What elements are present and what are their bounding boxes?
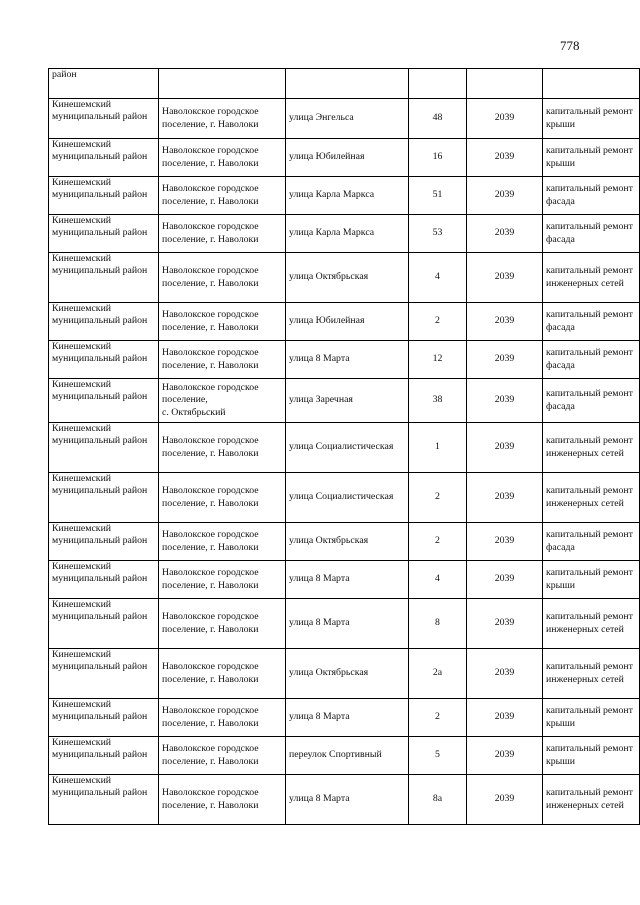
house-cell: 5 <box>409 737 467 775</box>
house-cell: 2 <box>409 303 467 341</box>
year-cell: 2039 <box>467 99 543 139</box>
street-cell: улица Карла Маркса <box>286 177 409 215</box>
street-cell: улица Октябрьская <box>286 253 409 303</box>
district-cell: Кинешемский муниципальный район <box>49 139 159 177</box>
district-cell: Кинешемский муниципальный район <box>49 775 159 825</box>
district-cell: район <box>49 69 159 99</box>
year-cell: 2039 <box>467 303 543 341</box>
settlement-cell: Наволокское городское поселение, г. Наволоки <box>159 341 286 379</box>
district-cell: Кинешемский муниципальный район <box>49 177 159 215</box>
year-cell: 2039 <box>467 523 543 561</box>
work-cell: капитальный ремонт крыши <box>543 561 640 599</box>
work-cell: капитальный ремонт фасада <box>543 341 640 379</box>
table-body <box>49 69 640 825</box>
page-number: 778 <box>560 38 580 53</box>
settlement-cell: Наволокское городское поселение, г. Наволоки <box>159 215 286 253</box>
street-cell: улица Юбилейная <box>286 303 409 341</box>
district-cell: Кинешемский муниципальный район <box>49 523 159 561</box>
table-row <box>49 775 640 825</box>
settlement-cell: Наволокское городское поселение, г. Наволоки <box>159 473 286 523</box>
work-cell: капитальный ремонт крыши <box>543 737 640 775</box>
table-row <box>49 341 640 379</box>
settlement-cell: Наволокское городское поселение, г. Наволоки <box>159 139 286 177</box>
table-row <box>49 177 640 215</box>
table-row <box>49 523 640 561</box>
house-cell: 4 <box>409 253 467 303</box>
work-cell: капитальный ремонт инженерных сетей <box>543 775 640 825</box>
house-cell: 38 <box>409 379 467 423</box>
settlement-cell: Наволокское городское поселение, с. Октябрьский <box>159 379 286 423</box>
work-cell: капитальный ремонт фасада <box>543 303 640 341</box>
settlement-cell: Наволокское городское поселение, г. Наволоки <box>159 253 286 303</box>
street-cell: улица Заречная <box>286 379 409 423</box>
table-row <box>49 379 640 423</box>
work-cell: капитальный ремонт инженерных сетей <box>543 473 640 523</box>
street-cell: улица Социалистическая <box>286 473 409 523</box>
house-cell: 12 <box>409 341 467 379</box>
table-row <box>49 649 640 699</box>
table-row <box>49 599 640 649</box>
table-row <box>49 473 640 523</box>
house-cell: 8а <box>409 775 467 825</box>
street-cell <box>286 69 409 99</box>
house-cell: 2 <box>409 523 467 561</box>
street-cell: улица 8 Марта <box>286 599 409 649</box>
year-cell: 2039 <box>467 379 543 423</box>
street-cell: улица Энгельса <box>286 99 409 139</box>
table-row <box>49 253 640 303</box>
settlement-cell: Наволокское городское поселение, г. Наволоки <box>159 561 286 599</box>
street-cell: улица 8 Марта <box>286 561 409 599</box>
house-cell: 51 <box>409 177 467 215</box>
work-cell: капитальный ремонт крыши <box>543 139 640 177</box>
street-cell: улица 8 Марта <box>286 341 409 379</box>
year-cell: 2039 <box>467 423 543 473</box>
district-cell: Кинешемский муниципальный район <box>49 699 159 737</box>
year-cell: 2039 <box>467 177 543 215</box>
work-cell: капитальный ремонт инженерных сетей <box>543 253 640 303</box>
year-cell <box>467 69 543 99</box>
year-cell: 2039 <box>467 775 543 825</box>
year-cell: 2039 <box>467 737 543 775</box>
work-cell: капитальный ремонт фасада <box>543 215 640 253</box>
district-cell: Кинешемский муниципальный район <box>49 379 159 423</box>
district-cell: Кинешемский муниципальный район <box>49 599 159 649</box>
year-cell: 2039 <box>467 599 543 649</box>
house-cell: 2 <box>409 473 467 523</box>
table-row <box>49 139 640 177</box>
house-cell: 53 <box>409 215 467 253</box>
year-cell: 2039 <box>467 253 543 303</box>
house-cell: 48 <box>409 99 467 139</box>
year-cell: 2039 <box>467 649 543 699</box>
district-cell: Кинешемский муниципальный район <box>49 99 159 139</box>
year-cell: 2039 <box>467 139 543 177</box>
street-cell: улица 8 Марта <box>286 775 409 825</box>
work-cell: капитальный ремонт инженерных сетей <box>543 649 640 699</box>
capital-repair-table <box>48 68 640 825</box>
work-cell: капитальный ремонт фасада <box>543 379 640 423</box>
work-cell: капитальный ремонт крыши <box>543 699 640 737</box>
district-cell: Кинешемский муниципальный район <box>49 215 159 253</box>
house-cell: 8 <box>409 599 467 649</box>
settlement-cell: Наволокское городское поселение, г. Наволоки <box>159 737 286 775</box>
house-cell: 2а <box>409 649 467 699</box>
house-cell: 1 <box>409 423 467 473</box>
table-row <box>49 99 640 139</box>
table-row <box>49 699 640 737</box>
district-cell: Кинешемский муниципальный район <box>49 253 159 303</box>
district-cell: Кинешемский муниципальный район <box>49 561 159 599</box>
continued-row <box>49 69 640 99</box>
street-cell: улица Октябрьская <box>286 649 409 699</box>
year-cell: 2039 <box>467 215 543 253</box>
work-cell <box>543 69 640 99</box>
house-cell: 4 <box>409 561 467 599</box>
settlement-cell: Наволокское городское поселение, г. Наволоки <box>159 523 286 561</box>
settlement-cell: Наволокское городское поселение, г. Наволоки <box>159 649 286 699</box>
district-cell: Кинешемский муниципальный район <box>49 341 159 379</box>
work-cell: капитальный ремонт инженерных сетей <box>543 423 640 473</box>
settlement-cell: Наволокское городское поселение, г. Наволоки <box>159 303 286 341</box>
district-cell: Кинешемский муниципальный район <box>49 473 159 523</box>
house-cell: 16 <box>409 139 467 177</box>
house-cell: 2 <box>409 699 467 737</box>
work-cell: капитальный ремонт крыши <box>543 99 640 139</box>
district-cell: Кинешемский муниципальный район <box>49 649 159 699</box>
table-row <box>49 303 640 341</box>
district-cell: Кинешемский муниципальный район <box>49 423 159 473</box>
work-cell: капитальный ремонт фасада <box>543 523 640 561</box>
year-cell: 2039 <box>467 473 543 523</box>
settlement-cell: Наволокское городское поселение, г. Наволоки <box>159 699 286 737</box>
street-cell: улица 8 Марта <box>286 699 409 737</box>
year-cell: 2039 <box>467 561 543 599</box>
work-cell: капитальный ремонт инженерных сетей <box>543 599 640 649</box>
work-cell: капитальный ремонт фасада <box>543 177 640 215</box>
settlement-cell <box>159 69 286 99</box>
settlement-cell: Наволокское городское поселение, г. Наволоки <box>159 423 286 473</box>
street-cell: улица Юбилейная <box>286 139 409 177</box>
street-cell: улица Карла Маркса <box>286 215 409 253</box>
settlement-cell: Наволокское городское поселение, г. Наволоки <box>159 599 286 649</box>
street-cell: улица Социалистическая <box>286 423 409 473</box>
table-row <box>49 561 640 599</box>
street-cell: переулок Спортивный <box>286 737 409 775</box>
street-cell: улица Октябрьская <box>286 523 409 561</box>
house-cell <box>409 69 467 99</box>
table-row <box>49 737 640 775</box>
table-row <box>49 423 640 473</box>
year-cell: 2039 <box>467 699 543 737</box>
table-row <box>49 215 640 253</box>
settlement-cell: Наволокское городское поселение, г. Наволоки <box>159 177 286 215</box>
settlement-cell: Наволокское городское поселение, г. Наволоки <box>159 775 286 825</box>
settlement-cell: Наволокское городское поселение, г. Наволоки <box>159 99 286 139</box>
district-cell: Кинешемский муниципальный район <box>49 303 159 341</box>
district-cell: Кинешемский муниципальный район <box>49 737 159 775</box>
year-cell: 2039 <box>467 341 543 379</box>
